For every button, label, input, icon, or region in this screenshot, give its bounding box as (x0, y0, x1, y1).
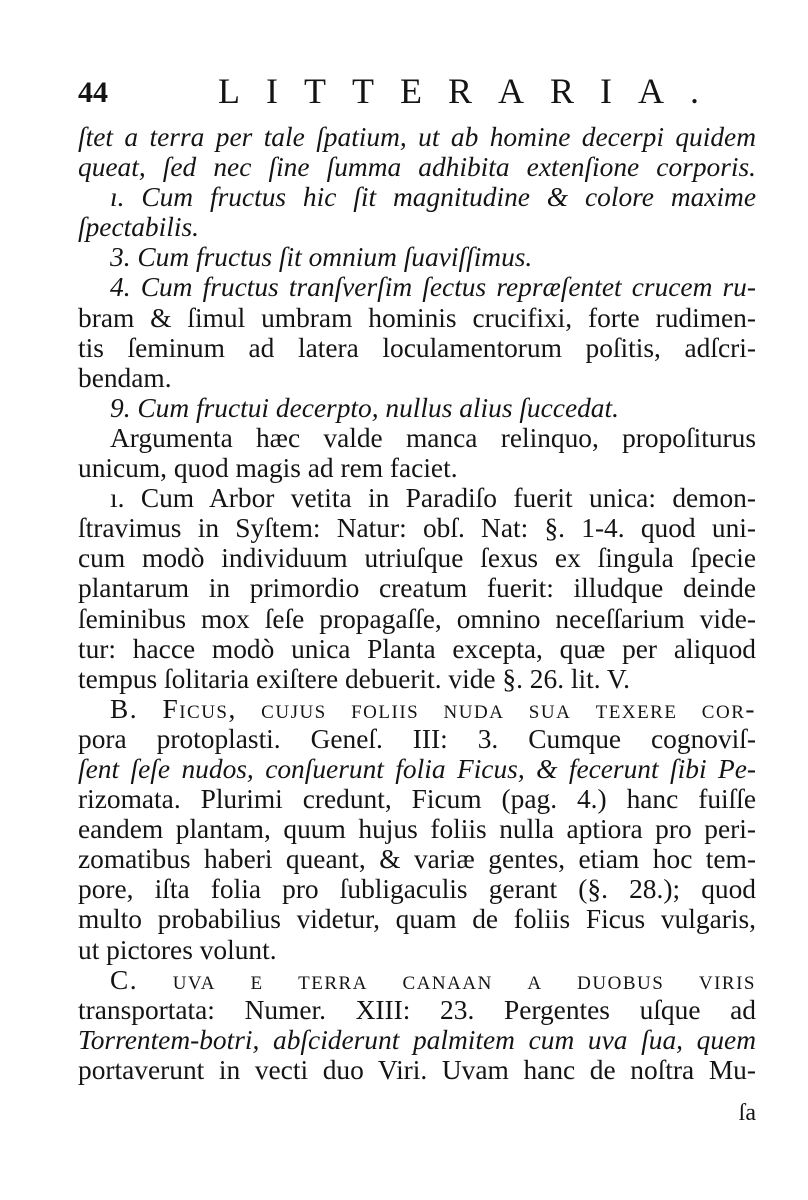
text-line: ſent ſeſe nudos, conſuerunt folia Ficus, & fecerunt ſibi Pe- (78, 753, 756, 784)
text-line: tis ſeminum ad latera loculamentorum poſitis, adſcri- (78, 332, 756, 363)
text-line: ı. Cum fructus hic ſit magnitudine & colore maxime (110, 182, 756, 213)
text-line: ſtravimus in Syſtem: Natur: obſ. Nat: §. 1-4. quod uni- (78, 513, 756, 544)
text-line: rizomata. Plurimi credunt, Ficum (pag. 4.) hanc fuiſſe (78, 784, 756, 815)
text-line: ı. Cum Arbor vetita in Paradiſo fuerit unica: demon- (110, 483, 756, 514)
text-line: 4. Cum fructus tranſverſim ſectus repræſentet crucem ru- (110, 272, 756, 303)
text-line: queat, ſed nec ſine ſumma adhibita extenſione corporis. (78, 152, 756, 183)
page-number: 44 (78, 76, 108, 109)
text-line: eandem plantam, quum hujus foliis nulla aptiora pro peri- (78, 814, 756, 845)
text-line: 3. Cum fructus ſit omnium ſuaviſſimus. (110, 242, 533, 273)
text-line: Argumenta hæc valde manca relinquo, propoſiturus (110, 422, 756, 453)
catchword: ſa (738, 1100, 756, 1126)
page-header (78, 64, 758, 114)
text-line: transportata: Numer. XIII: 23. Pergentes uſque ad (78, 994, 756, 1025)
text-line: unicum, quod magis ad rem faciet. (78, 453, 458, 484)
text-line: ſeminibus mox ſeſe propagaſſe, omnino neceſſarium vide- (78, 603, 756, 634)
text-line: pora protoplasti. Geneſ. III: 3. Cumque cognoviſ- (78, 723, 756, 754)
text-line: tempus ſolitaria exiſtere debuerit. vide §. 26. lit. V. (78, 663, 631, 694)
text-line: pore, iſta folia pro ſubligaculis gerant (§. 28.); quod (78, 874, 756, 905)
text-line: B. Ficus, cujus foliis nuda sua texere cor- (110, 693, 756, 724)
text-line: cum modò individuum utriuſque ſexus ex ſingula ſpecie (78, 543, 756, 574)
text-line: tur: hacce modò unica Planta excepta, quæ per aliquod (78, 633, 756, 664)
text-line: Torrentem-botri, abſciderunt palmitem cum uva ſua, quem (78, 1024, 756, 1055)
text-line: ſpectabilis. (78, 212, 199, 243)
text-line: 9. Cum fructui decerpto, nullus alius ſuccedat. (110, 392, 619, 423)
text-line: zomatibus haberi queant, & variæ gentes, etiam hoc tem- (78, 844, 756, 875)
text-line: bendam. (78, 362, 172, 393)
text-line: portaverunt in vecti duo Viri. Uvam hanc de noſtra Mu- (78, 1054, 756, 1085)
text-line: ut pictores volunt. (78, 934, 277, 965)
text-line: bram & ſimul umbram hominis crucifixi, forte rudimen- (78, 302, 756, 333)
text-line: plantarum in primordio creatum fuerit: illudque deinde (78, 573, 756, 604)
text-line: multo probabilius videtur, quam de foliis Ficus vulgaris, (78, 904, 756, 935)
running-title: LITTERARIA. (218, 71, 725, 111)
text-line: C. uva e terra canaan a duobus viris (110, 964, 756, 995)
text-line: ſtet a terra per tale ſpatium, ut ab homine decerpi quidem (78, 122, 756, 152)
page-body (78, 122, 756, 1085)
